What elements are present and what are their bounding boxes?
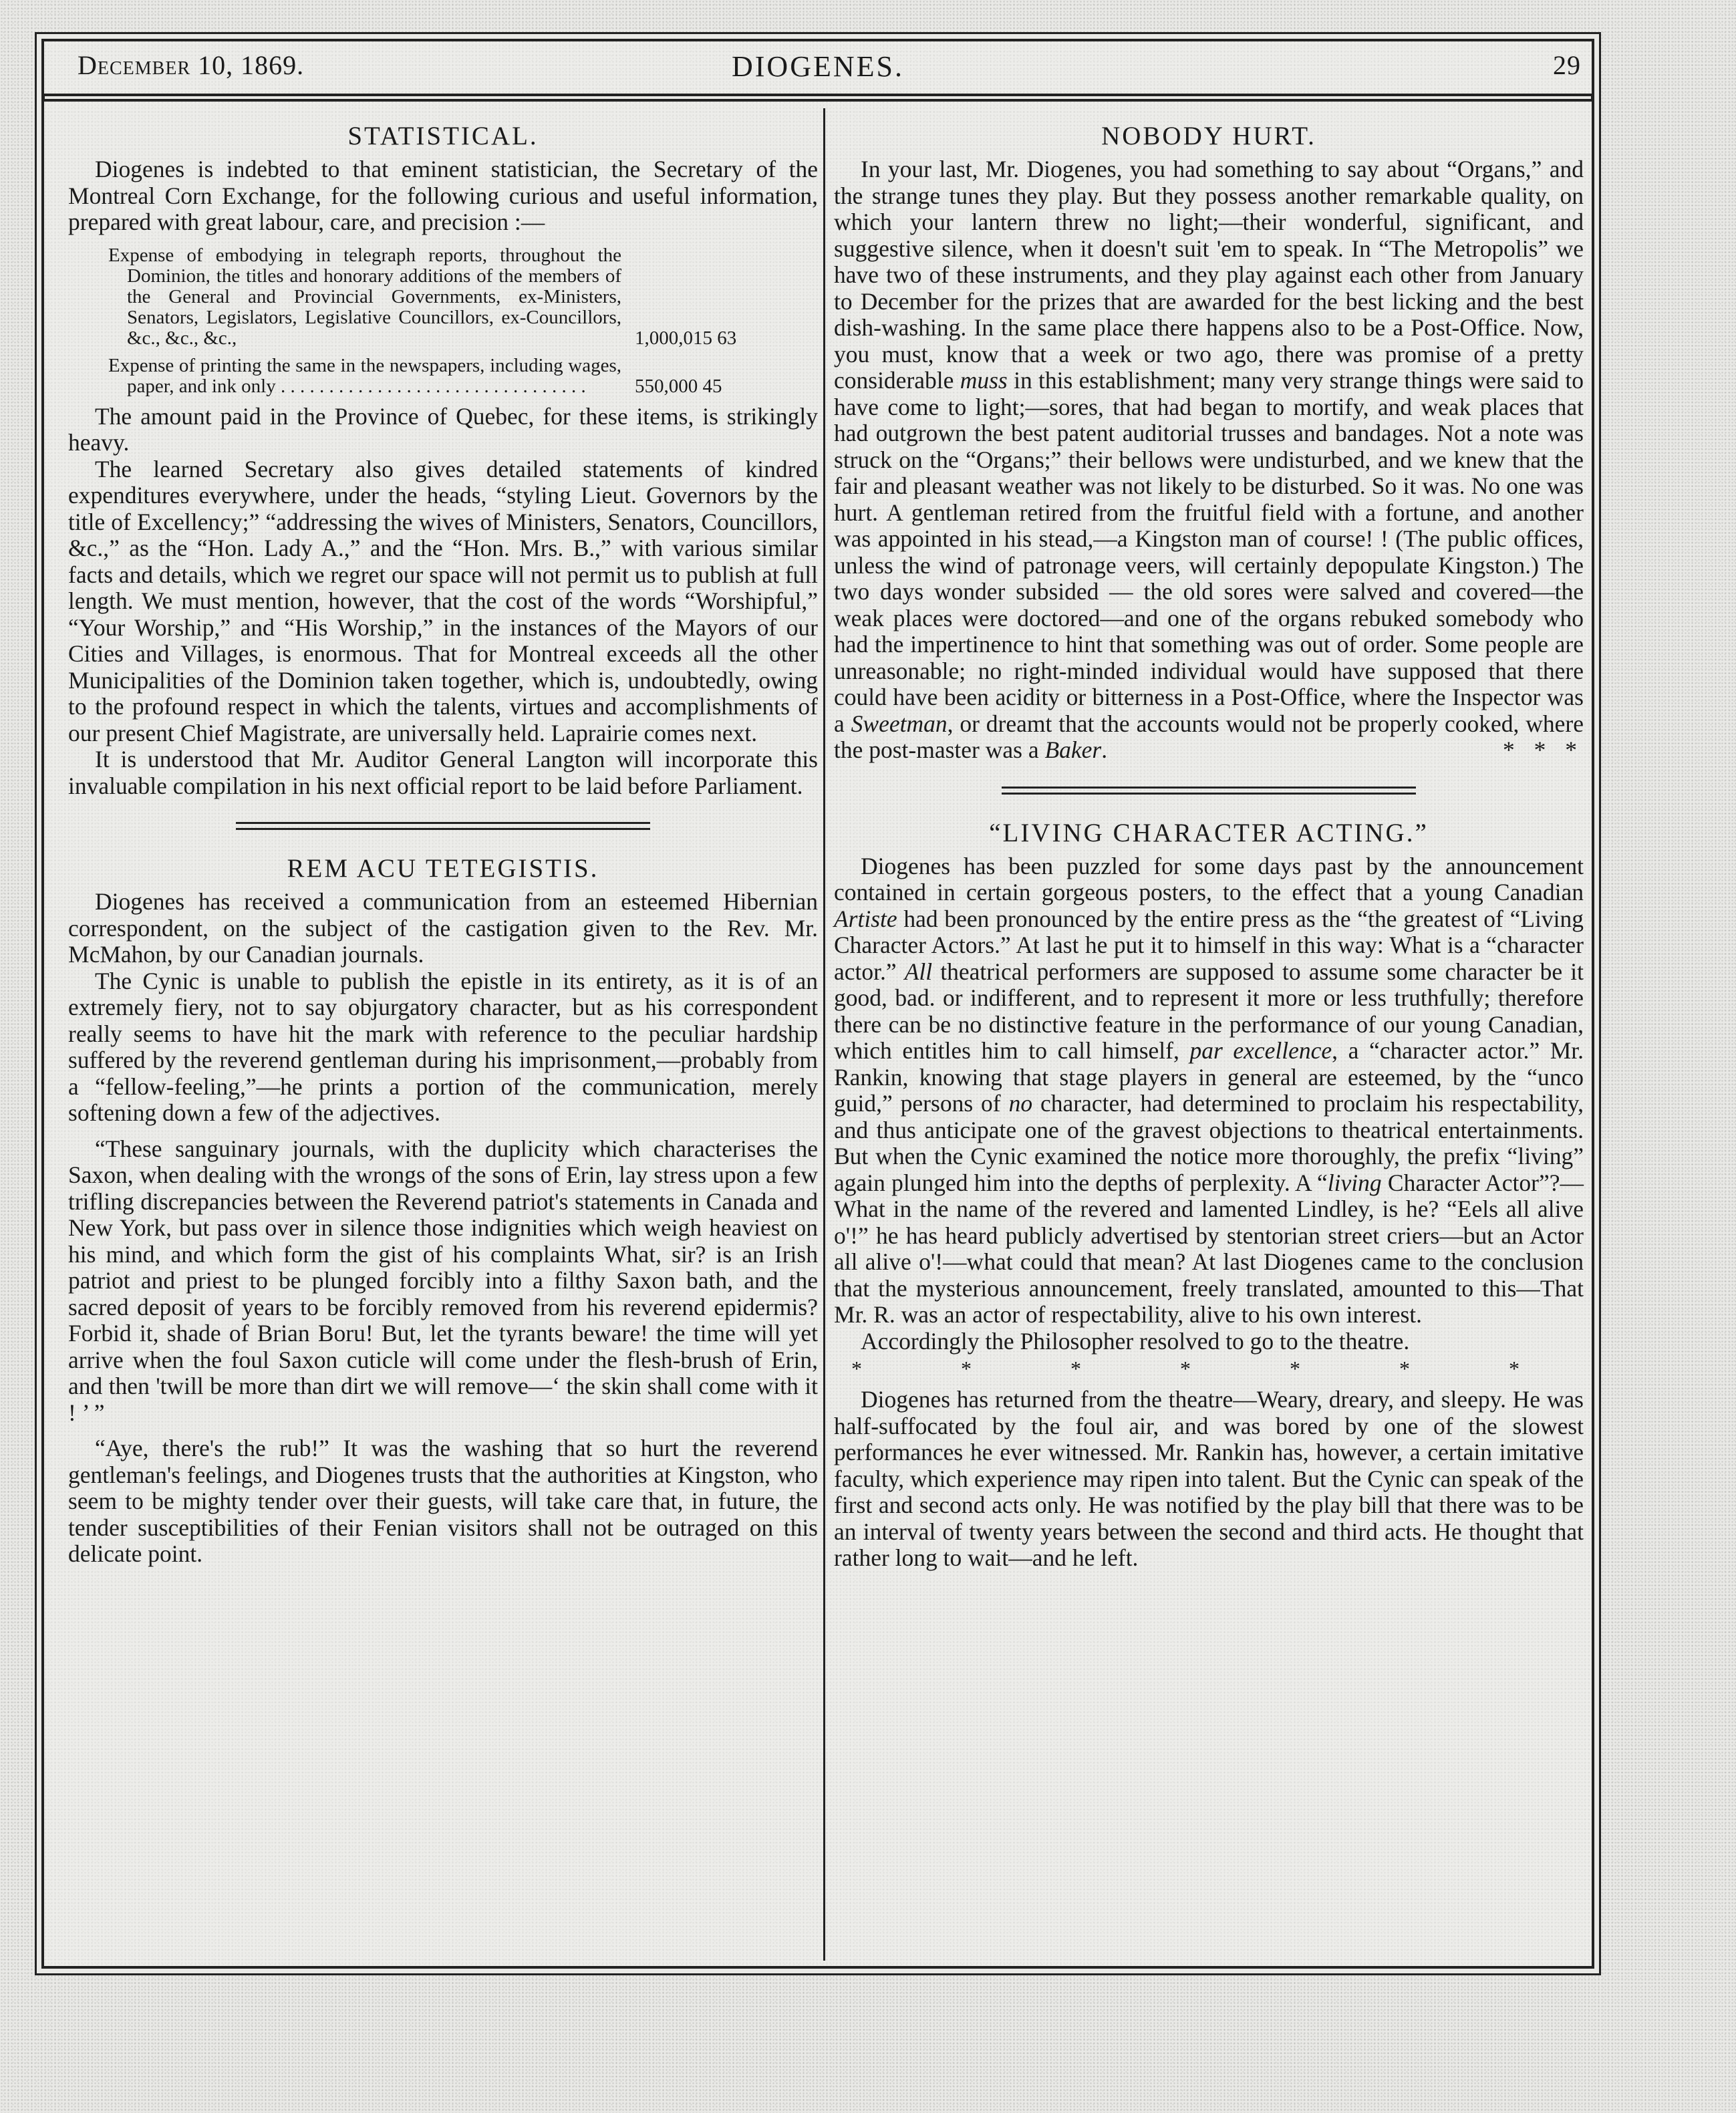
article-heading: “LIVING CHARACTER ACTING.” [989,818,1429,847]
text-run: character, had determined to proclaim his respectability, and thus anticipate one of the gravest objections to theatrical entertainments. But when the Cynic examined the notice more thoroughly, the prefix “living” again plunged him into the depths of perplexity. A “ [834,1090,1584,1196]
article-nobody-hurt [834,122,1584,764]
italic-word: Artiste [834,905,897,932]
expense-row [108,245,818,349]
asterism: * * * [1503,736,1584,763]
italic-word: par excellence [1189,1037,1332,1064]
article-living-character-acting [834,819,1584,1572]
article-paragraph [834,156,1584,764]
article-paragraph: Diogenes is indebted to that eminent statistician, the Secretary of the Montreal Corn Exchange, for the following curious and useful information, prepared with great labour, care, and precision :— [68,156,818,235]
text-run: , or dreamt that the accounts would not be properly cooked, where the post-master was a [834,710,1584,763]
italic-word: muss [960,367,1008,394]
article-rem-acu-tetegistis [68,854,818,1568]
asterism: * * * * * * * [851,1357,1566,1381]
article-heading: STATISTICAL. [347,122,539,150]
article-paragraph: Accordingly the Philosopher resolved to go to the theatre. [861,1327,1410,1355]
article-paragraph: The learned Secretary also gives detailed statements of kindred expenditures everywhere, under the heads, “styling Lieut. Governors by the title of Excellency;” “addressing the wives of Ministers, Senators, Councillors, &c.,” as the “Hon. Lady A.,” and the “Hon. Mrs. B.,” with various similar facts and details, which we regret our space will not permit us to publish at full length. We must mention, however, that the cost of the words “Worshipful,” “Your Worship,” and “His Worship,” in the instances of the Mayors of our Cities and Villages, is enormous. That for Montreal exceeds all the other Municipalities of the Dominion taken together, which is, undoubtedly, owing to the profound respect in which the talents, virtues and accomplishments of our present Chief Magistrate, are universally held. Laprairie comes next. [68,455,818,746]
italic-word: living [1327,1169,1382,1196]
article-paragraph: “Aye, there's the rub!” It was the washing that so hurt the reverend gentleman's feelings, and Diogenes trusts that the authorities at Kingston, who seem to be mighty tender over their guests, will take care that, in future, the tender susceptibilities of their Fenian visitors shall not be outraged on this delicate point. [68,1435,818,1567]
text-run: Character Actor”?—What in the name of the revered and lamented Lindley, is he? “Eels all alive o'!” he has heard publicly advertised by stentorian street criers—but an Actor all alive o'!—what could that mean? At last Diogenes came to the conclusion that the mysterious announcement, freely translated, amounted to this—That Mr. R. was an actor of respectability, alive to his own interest. [834,1169,1584,1328]
article-paragraph: It is understood that Mr. Auditor General Langton will incorporate this invaluable compilation in his next official report to be laid before Parliament. [68,746,818,799]
article-statistical [68,122,818,799]
italic-word: Sweetman [851,710,948,737]
masthead [44,41,1592,96]
left-column [68,122,818,1939]
italic-word: no [1008,1090,1033,1117]
italic-word: All [904,958,933,985]
section-rule [236,822,650,830]
article-paragraph: Diogenes has returned from the theatre—Weary, dreary, and sleepy. He was half-suffocated by the foul air, and was bored by one of the slowest performances he ever witnessed. Mr. Rankin has, however, a certain imitative faculty, which experience may ripen into talent. But the Cynic can speak of the first and second acts only. He was notified by the play bill that there was to be an interval of twenty years between the second and third acts. He thought that rather long to wait—and he left. [834,1386,1584,1571]
issue-date: December 10, 1869. [78,50,305,80]
article-paragraph: The Cynic is unable to publish the epistle in its entirety, as it is of an extremely fiery, not to say objurgatory character, but as his correspondent really seems to have hit the mark with reference to the peculiar hardship suffered by the reverend gentleman during his imprisonment,—probably from a “fellow-feeling,”—he prints a portion of the communication, merely softening down a few of the adjectives. [68,967,818,1126]
right-column [834,122,1584,1939]
text-run: Diogenes has been puzzled for some days past by the announcement contained in certain gorgeous posters, to the effect that a young Canadian [834,852,1584,905]
expense-description: Expense of printing the same in the newspapers, including wages, paper, and ink only . . . . . . . . . . . . . . . . . . . . . . . . . . . . . . . . [108,354,621,397]
article-heading: REM ACU TETEGISTIS. [287,854,599,883]
publication-title: DIOGENES. [732,50,904,83]
text-run: theatrical performers are supposed to assume some character be it good, bad. or indifferent, and to represent it more or less truthfully; therefore there can be no distinctive feature in the performance of our young Canadian, which entitles him to call himself, [834,958,1584,1064]
article-heading: NOBODY HURT. [1101,122,1316,150]
text-run: had been pronounced by the entire press as the “the greatest of “Living Character Actors.” At last he put it to himself in this way: What is a “character actor.” [834,905,1584,985]
column-divider [823,108,825,1961]
italic-word: Baker [1044,736,1102,763]
article-paragraph: The amount paid in the Province of Quebec, for these items, is strikingly heavy. [68,402,818,456]
text-run: in this establishment; many very strange things were said to have come to light;—sores, that had began to mortify, and weak places that had outgrown the best patent auditorial trusses and bandages. Not a note was struck on the “Organs;” their bellows were undisturbed, and we knew that the fair and pleasant weather was not likely to be disturbed. So it was. No one was hurt. A gentleman retired from the fruitful field with a fortune, and another was appointed in his stead,—a Kingston man of course! ! (The public offices, unless the wind of patronage veers, will certainly depopulate Kingston.) The two days wonder subsided — the old sores were salved and covered—the weak places were doctored—and one of the organs rebuked somebody who had the impertinence to hint that something was out of order. Some people are unreasonable; no right-minded individual would have supposed that there could have been acidity or bitterness in a Post-Office, where the Inspector was a [834,367,1584,737]
expense-description: Expense of embodying in telegraph reports, throughout the Dominion, the titles and honorary additions of the members of the General and Provincial Governments, ex-Ministers, Senators, Legislators, Legislative Councillors, ex-Councillors, &c., &c., &c., [108,244,621,349]
newspaper-page [41,39,1594,1969]
article-paragraph [834,853,1584,1328]
expense-amount: 550,000 45 [635,375,722,397]
text-run: , a “character actor.” Mr. Rankin, knowing that stage players in general are esteemed, by the “unco guid,” persons of [834,1037,1584,1117]
expense-table [108,245,818,397]
expense-row [108,356,818,397]
page-number: 29 [1553,50,1581,80]
article-paragraph: Diogenes has received a communication from an esteemed Hibernian correspondent, on the subject of the castigation given to the Rev. Mr. McMahon, by our Canadian journals. [68,888,818,968]
quoted-paragraph: “These sanguinary journals, with the duplicity which characterises the Saxon, when dealing with the wrongs of the sons of Erin, lay stress upon a few trifling discrepancies between the Reverend patriot's statements in Canada and New York, but pass over in silence those indignities which weigh heaviest on his mind, and which form the gist of his complaints What, sir? is an Irish patriot and priest to be plunged forcibly into a filthy Saxon bath, and the sacred deposit of years to be forcibly removed from his reverend epidermis? Forbid it, shade of Brian Boru! But, let the tyrants beware! the time will yet arrive when the foul Saxon cuticle will come under the flesh-brush of Erin, and then 'twill be more than dirt we will remove—‘ the skin shall come with it ! ’ ” [68,1135,818,1426]
expense-amount: 1,000,015 63 [635,327,737,349]
section-rule [1002,787,1416,795]
text-run: In your last, Mr. Diogenes, you had something to say about “Organs,” and the strange tunes they play. But they possess another remarkable quality, on which your lantern threw no light;—their wonderful, significant, and suggestive silence, when it doesn't suit 'em to speak. In “The Metropolis” we have two of these instruments, and they play against each other from January to December for the prizes that are awarded for the best licking and the best dish-washing. In the same place there happens also to be a Post-Office. Now, you must, know that a week or two ago, there was promise of a pretty considerable [834,156,1584,394]
text-run: . [1101,736,1108,763]
